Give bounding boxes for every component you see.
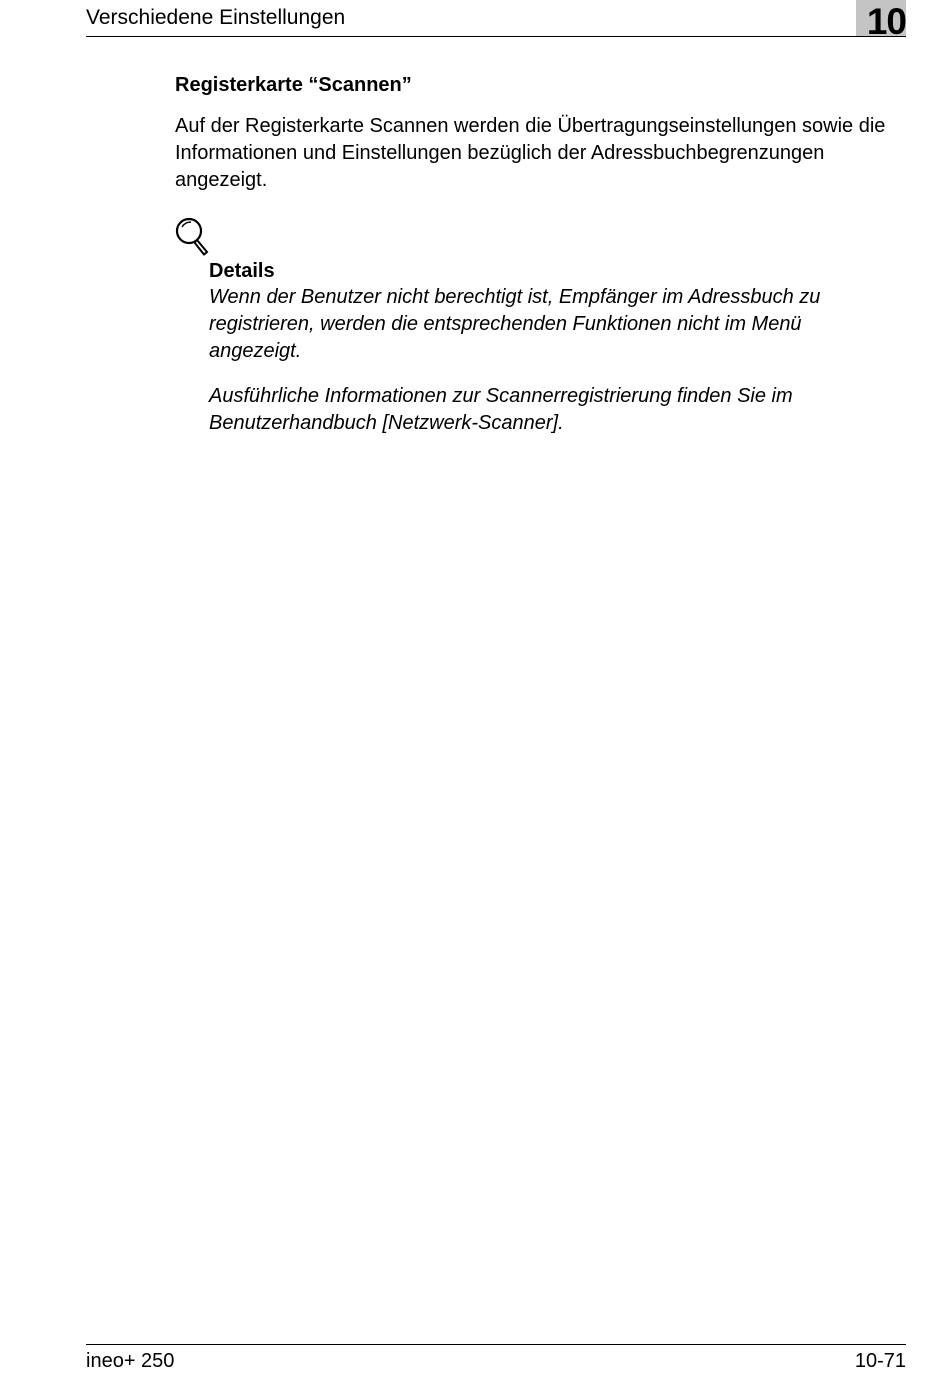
details-heading: Details	[209, 260, 275, 282]
details-paragraph: Ausführliche Informationen zur Scannerregistrierung finden Sie im Benutzerhandbuch [Netzwerk-Scanner].	[209, 385, 793, 434]
chapter-tab	[856, 0, 906, 42]
footer-page-number: 10-71	[854, 1350, 906, 1372]
footer-product-name: ineo+ 250	[86, 1350, 175, 1372]
header-divider	[86, 36, 906, 37]
magnifier-icon	[174, 216, 212, 256]
footer-divider	[86, 1344, 906, 1345]
details-paragraph: Wenn der Benutzer nicht berechtigt ist, Empfänger im Adressbuch zu registrieren, werden die entsprechenden Funktionen nicht im Menü angezeigt.	[209, 286, 821, 362]
section-body-text: Auf der Registerkarte Scannen werden die Übertragungseinstellungen sowie die Informationen und Einstellungen bezüglich der Adressbuchbegrenzungen angezeigt.	[175, 115, 886, 191]
header-section-title: Verschiedene Einstellungen	[86, 6, 346, 29]
chapter-number: 10	[866, 1, 906, 42]
section-heading: Registerkarte “Scannen”	[175, 74, 412, 96]
